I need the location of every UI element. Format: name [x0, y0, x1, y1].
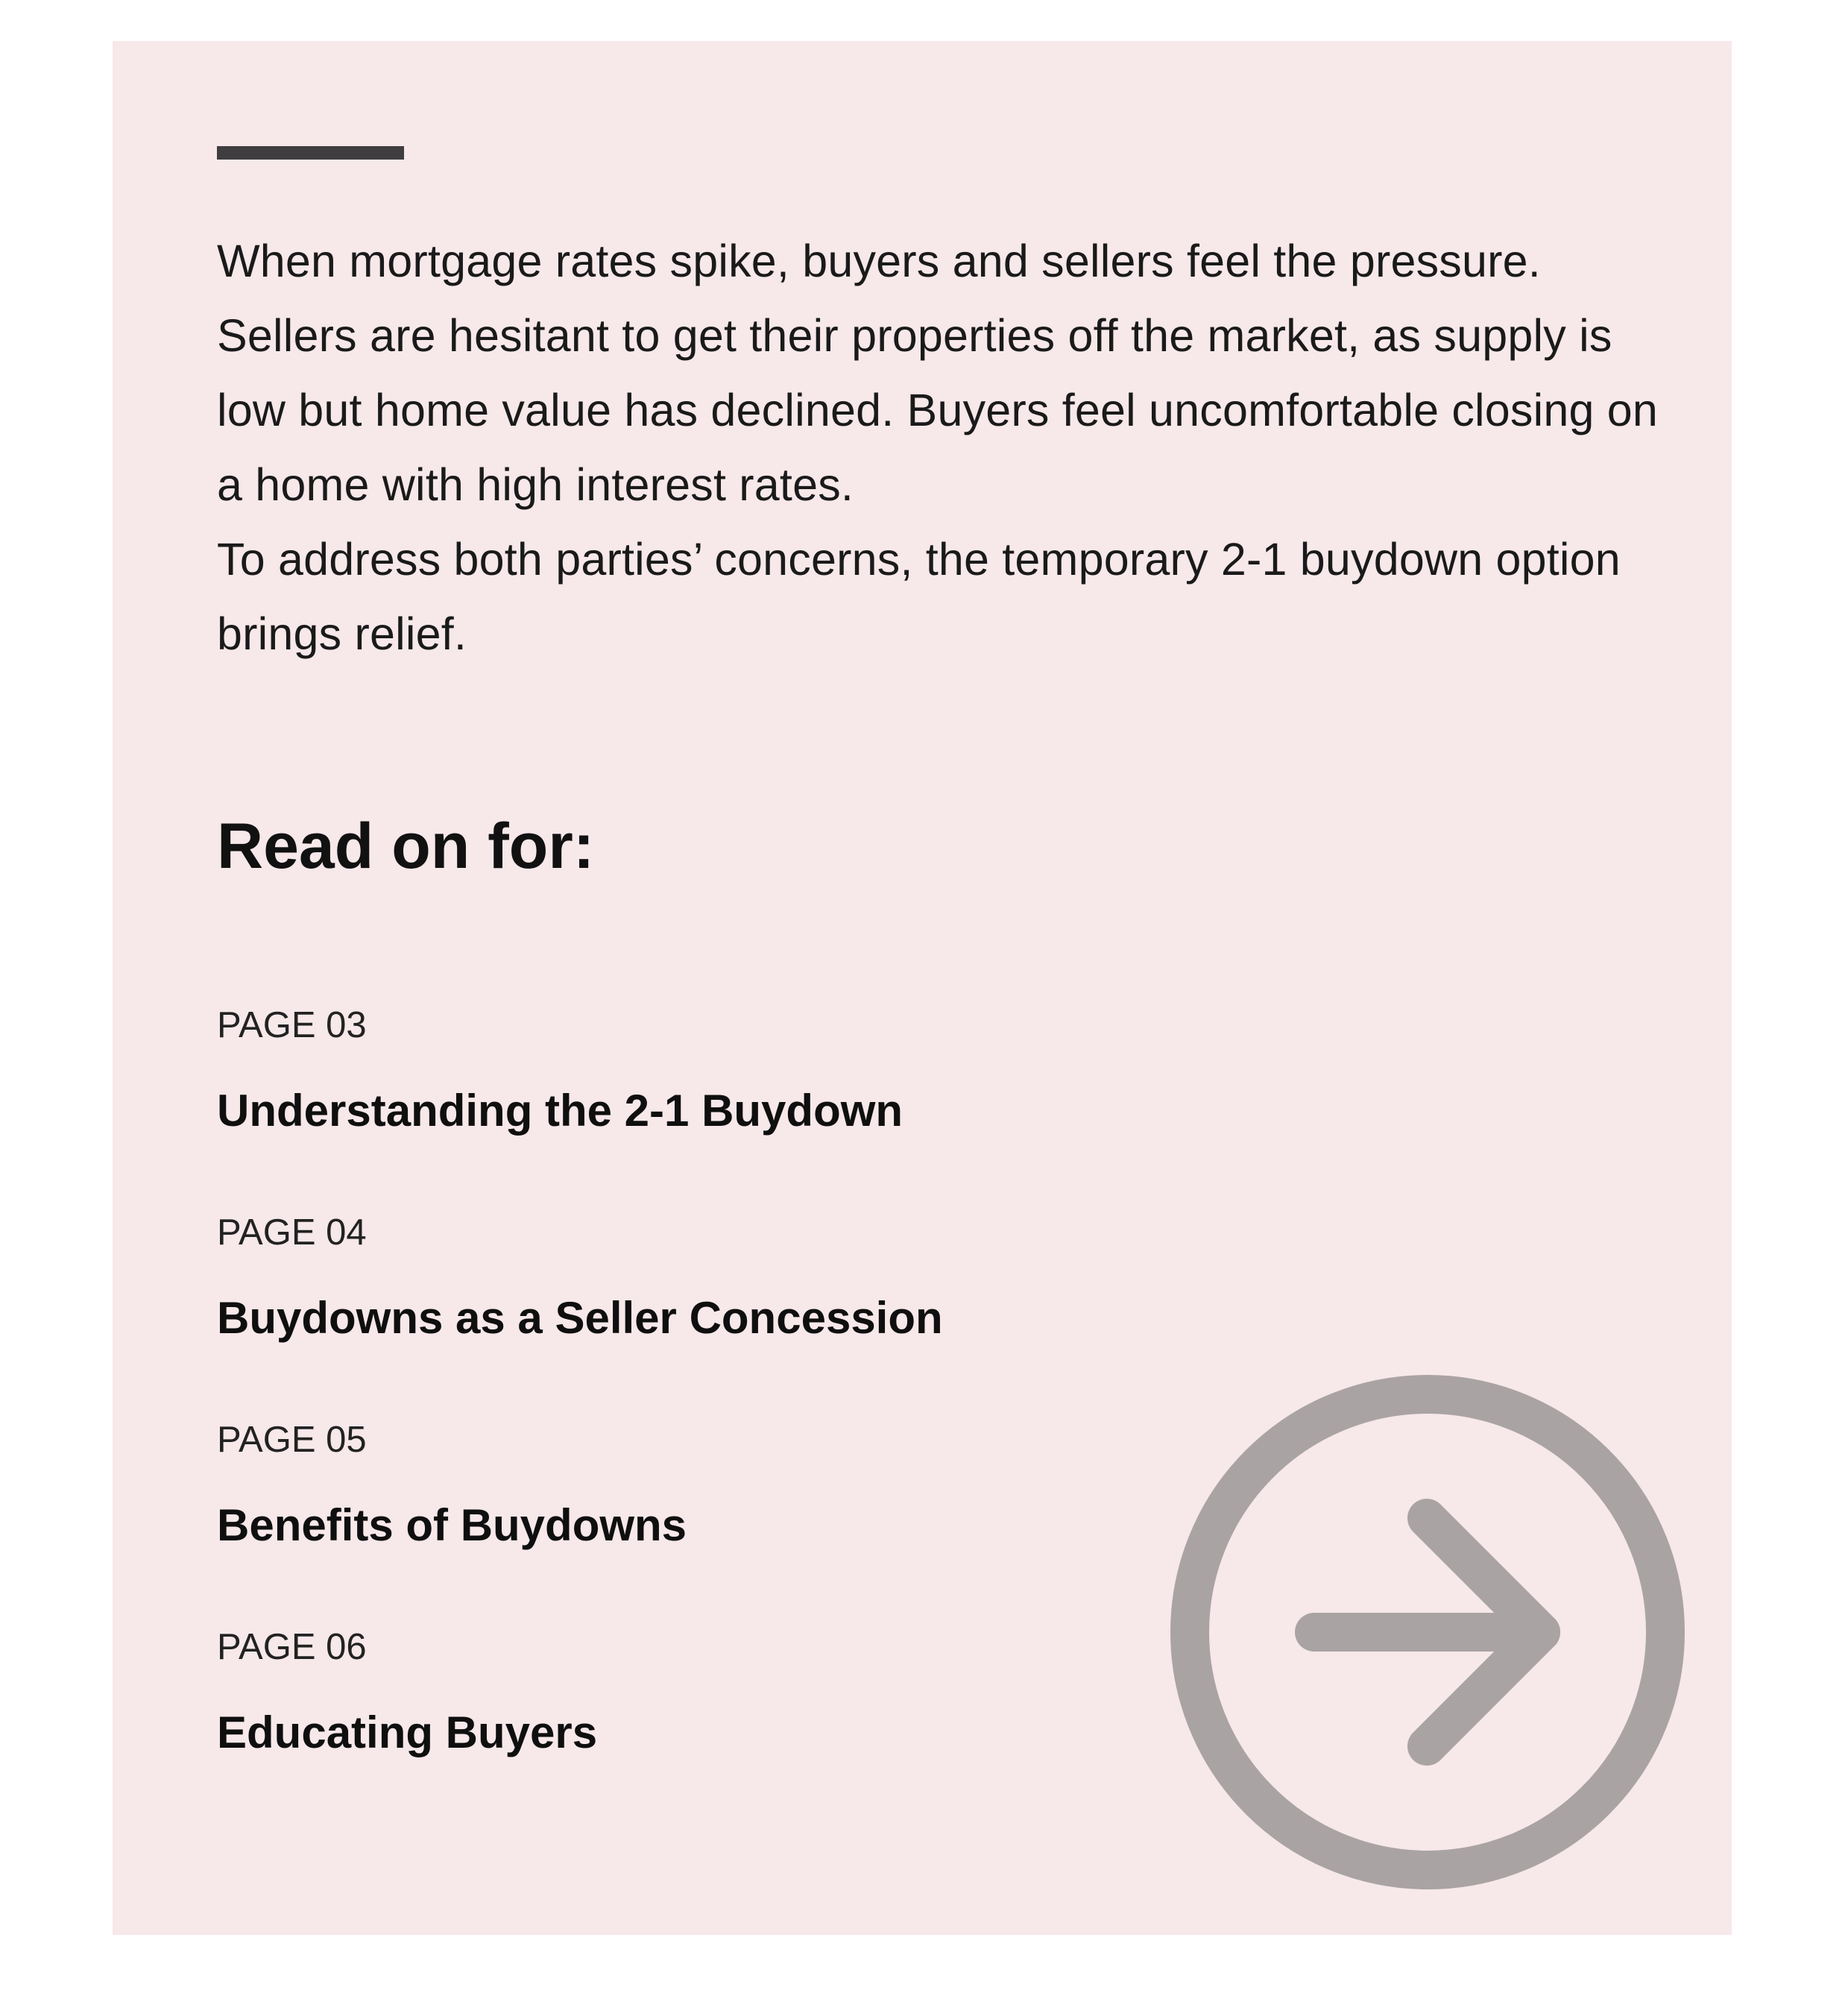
toc-title[interactable]: Educating Buyers — [217, 1707, 598, 1757]
toc-item-page-04[interactable] — [217, 1206, 1186, 1414]
toc-page-number: PAGE 03 — [217, 1005, 367, 1045]
toc-page-number: PAGE 06 — [217, 1627, 367, 1667]
intro-paragraph-2: To address both parties’ concerns, the temporary 2-1 buydown option brings relief. — [217, 534, 1621, 659]
toc-heading: Read on for: — [217, 810, 595, 882]
intro-panel — [113, 41, 1732, 1935]
table-of-contents — [217, 999, 1186, 1828]
intro-paragraph-1: When mortgage rates spike, buyers and sellers feel the pressure. Sellers are hesitant to get their properties off the market, as supply is low but home value has declined. Buyers feel uncomfortable closing on a home with high interest rates. — [217, 236, 1659, 510]
toc-item-page-06[interactable] — [217, 1621, 1186, 1828]
toc-page-number: PAGE 05 — [217, 1420, 367, 1460]
toc-title[interactable]: Buydowns as a Seller Concession — [217, 1293, 943, 1343]
accent-rule — [217, 146, 404, 160]
toc-page-number: PAGE 04 — [217, 1212, 367, 1253]
arrow-right-circle-icon[interactable] — [1170, 1375, 1685, 1889]
toc-title[interactable]: Understanding the 2-1 Buydown — [217, 1086, 903, 1136]
intro-text — [217, 224, 1678, 671]
toc-item-page-05[interactable] — [217, 1414, 1186, 1621]
toc-title[interactable]: Benefits of Buydowns — [217, 1500, 687, 1550]
toc-item-page-03[interactable] — [217, 999, 1186, 1206]
